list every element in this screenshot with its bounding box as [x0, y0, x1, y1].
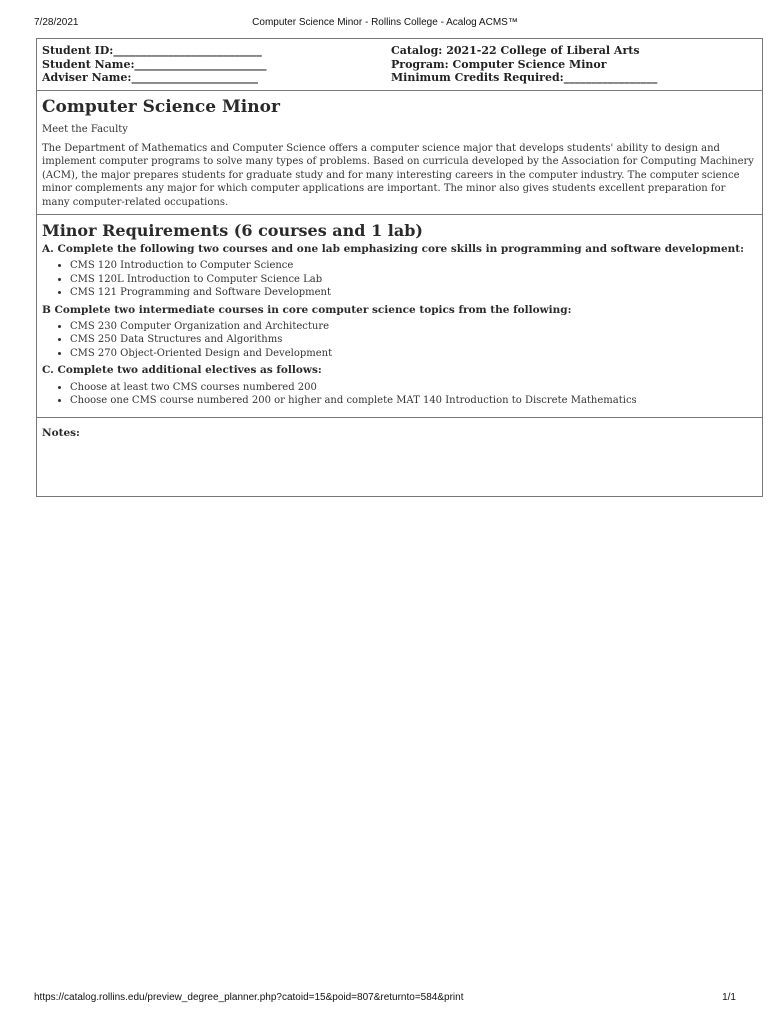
course-item: • CMS 270 Object-Oriented Design and Development [70, 347, 756, 360]
notes-section [37, 418, 762, 496]
student-name-field: Student Name:________________________ [42, 57, 267, 71]
print-date: 7/28/2021 [34, 17, 79, 28]
print-header [0, 17, 770, 31]
course-list [42, 320, 756, 360]
requirement-group-heading: C. Complete two additional electives as follows: [42, 364, 322, 377]
degree-planner [36, 38, 763, 497]
course-list [42, 259, 756, 299]
catalog-field: Catalog: 2021-22 College of Liberal Arts [391, 44, 640, 57]
requirement-group-heading: A. Complete the following two courses and one lab emphasizing core skills in programming and software development: [42, 243, 744, 256]
min-credits-field: Minimum Credits Required:_________________ [391, 71, 658, 85]
requirements-title: Minor Requirements (6 courses and 1 lab) [42, 221, 423, 241]
course-item: • CMS 250 Data Structures and Algorithms [70, 333, 756, 346]
course-item: • Choose one CMS course numbered 200 or higher and complete MAT 140 Introduction to Discrete Mathematics [70, 394, 756, 407]
print-footer [0, 992, 770, 1006]
course-item: • CMS 120 Introduction to Computer Science [70, 259, 756, 272]
course-item: • CMS 120L Introduction to Computer Science Lab [70, 273, 756, 286]
print-page-number: 1/1 [722, 992, 736, 1003]
print-page-title: Computer Science Minor - Rollins College - Acalog ACMS™ [252, 17, 518, 28]
program-description-section [37, 91, 762, 215]
requirements-section [37, 215, 762, 417]
student-id-field: Student ID:___________________________ [42, 44, 262, 57]
course-item: • CMS 230 Computer Organization and Architecture [70, 320, 756, 333]
course-item: • Choose at least two CMS courses numbered 200 [70, 381, 756, 394]
program-title: Computer Science Minor [42, 97, 280, 117]
student-info-box [37, 39, 762, 91]
requirement-group-heading: B Complete two intermediate courses in core computer science topics from the following: [42, 303, 572, 316]
program-description: The Department of Mathematics and Computer Science offers a computer science major that develops students' ability to design and implement computer programs to solve many types of problems. Based on curricula developed by the Association for Computing Machinery (ACM), the major prepares students for graduate study and for many interesting careers in the computer industry. The computer science minor complements any major for which computer applications are important. The minor also gives students excellent preparation for many computer-related occupations. [42, 143, 754, 208]
program-info-right [391, 44, 657, 85]
adviser-name-field: Adviser Name:_______________________ [42, 71, 258, 85]
course-list [42, 381, 756, 408]
student-info-left [42, 44, 267, 85]
meet-the-faculty-link[interactable]: Meet the Faculty [42, 124, 128, 135]
course-item: • CMS 121 Programming and Software Development [70, 286, 756, 299]
notes-label: Notes: [42, 426, 80, 439]
program-field: Program: Computer Science Minor [391, 57, 607, 71]
print-url: https://catalog.rollins.edu/preview_degree_planner.php?catoid=15&poid=807&returnto=584&print [34, 992, 464, 1003]
